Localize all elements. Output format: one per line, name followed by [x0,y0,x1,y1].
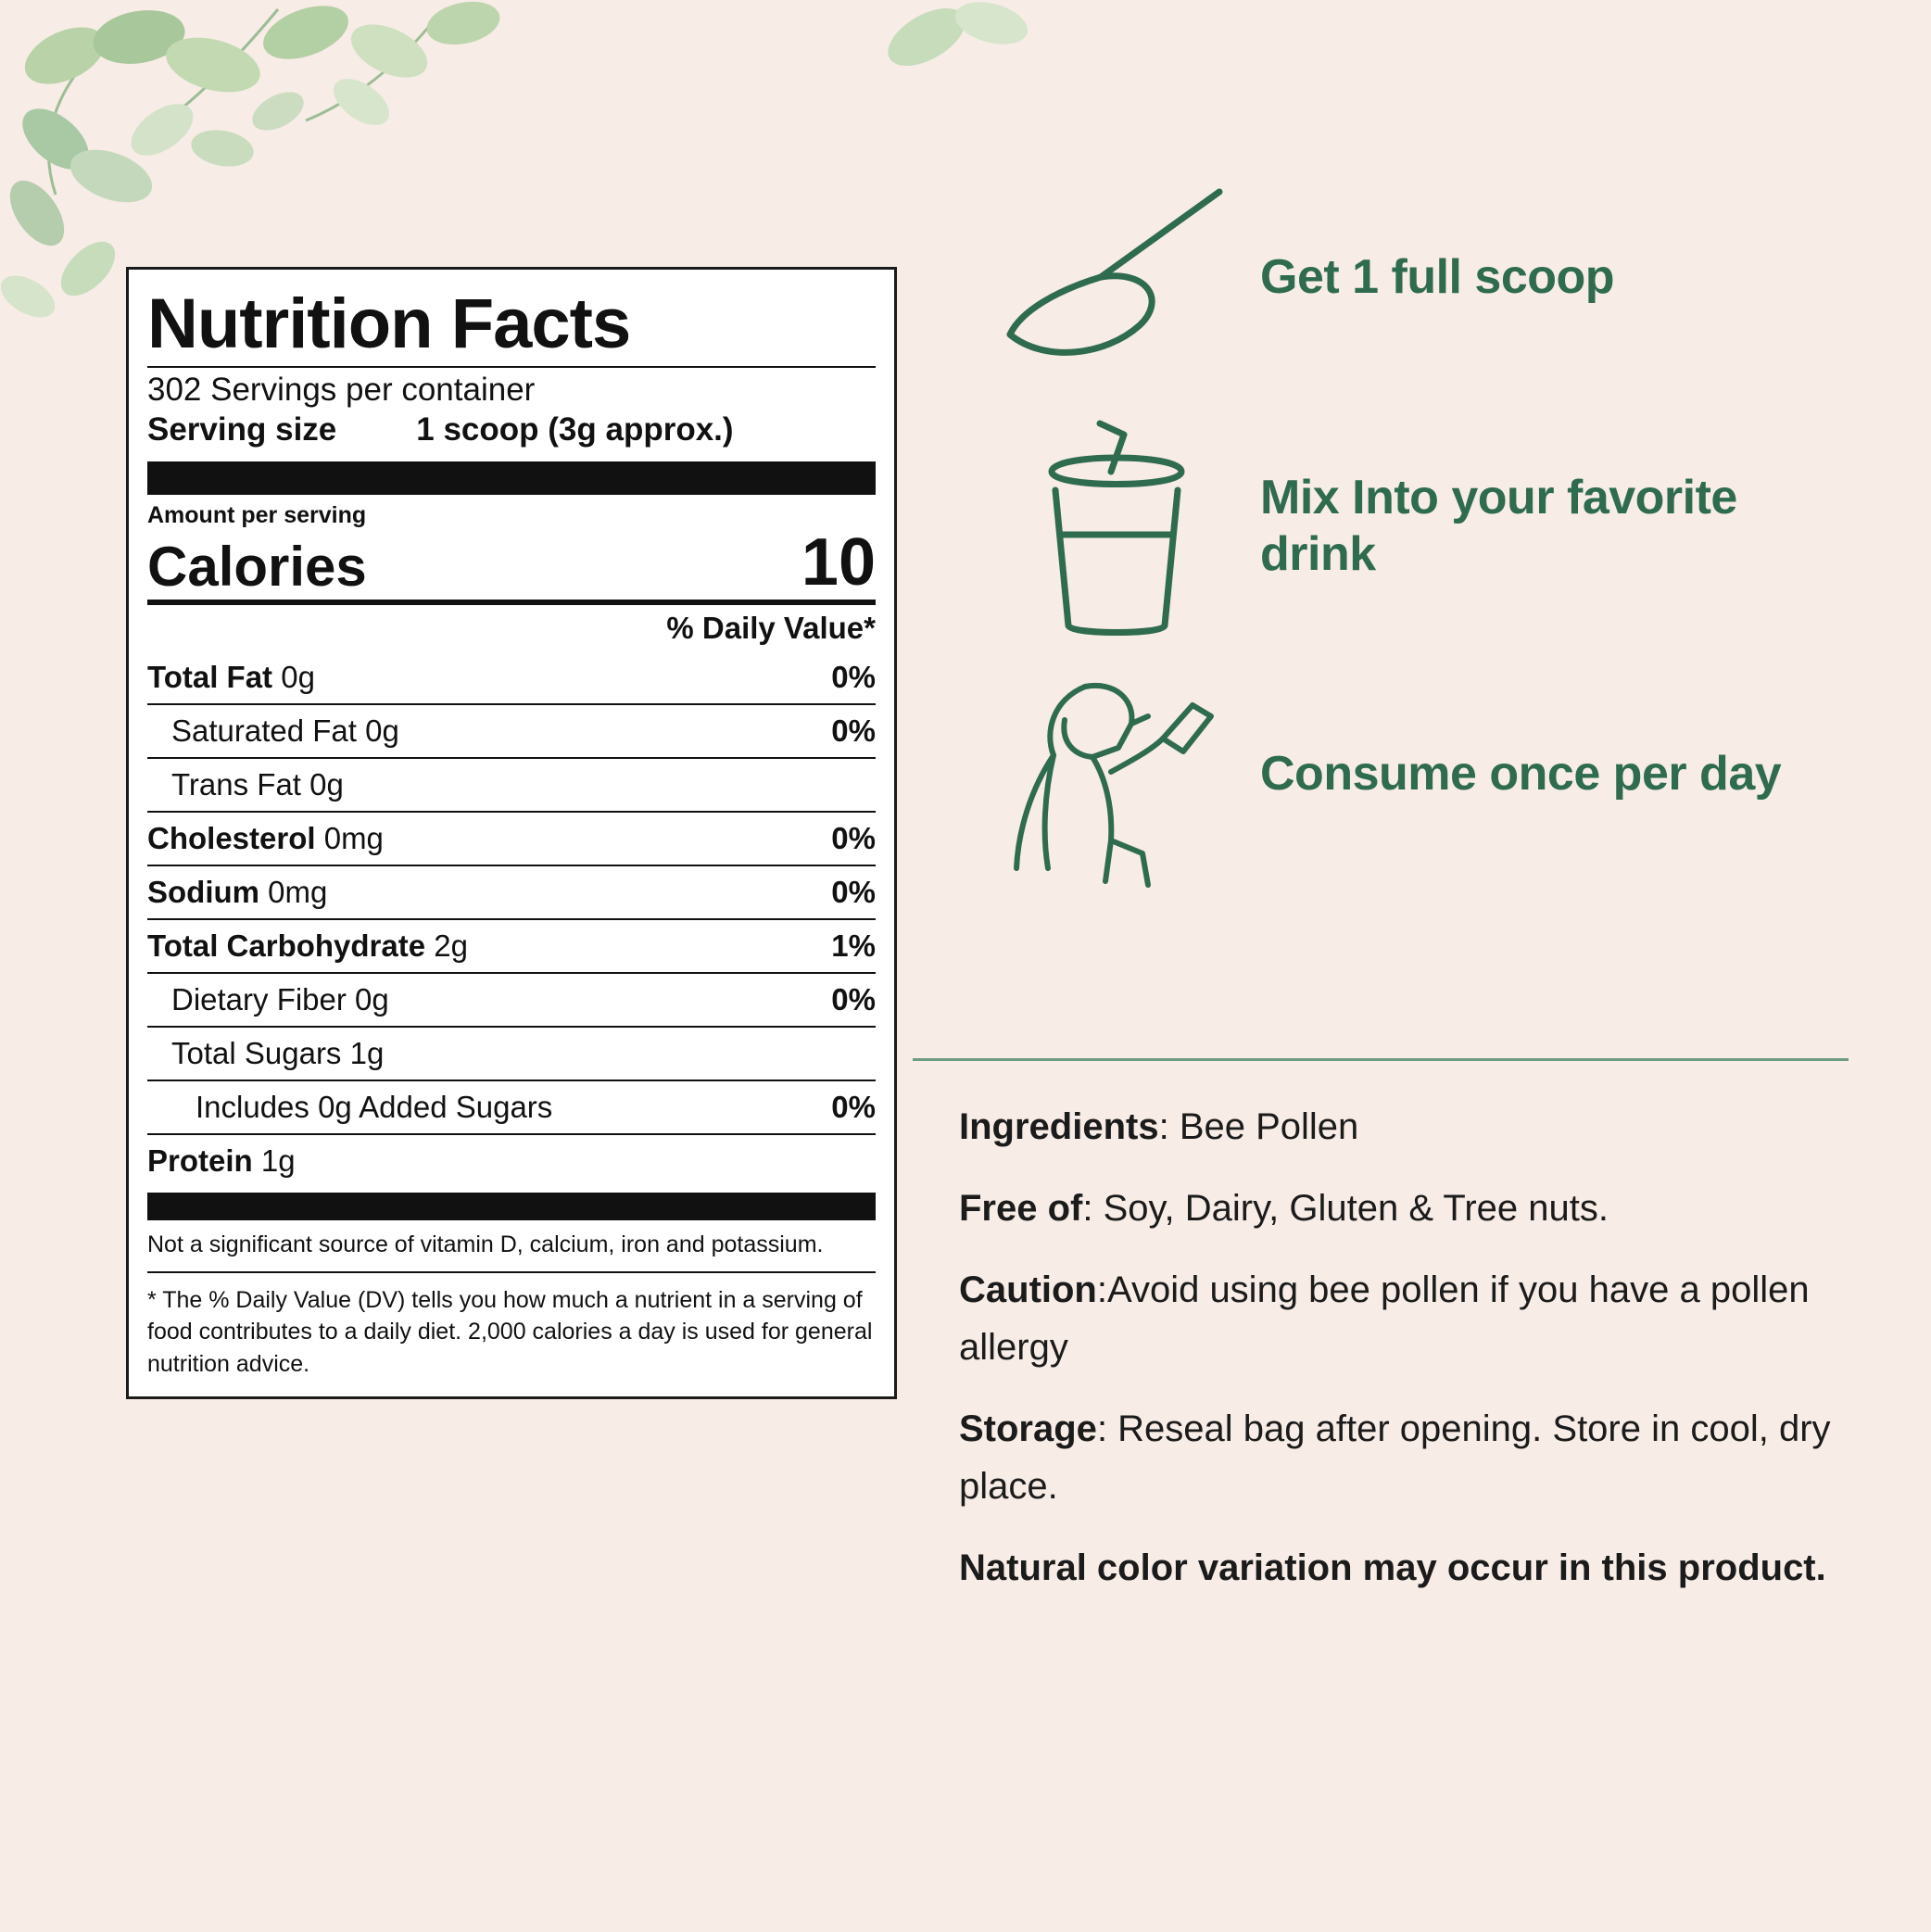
amount-per-serving-label: Amount per serving [147,502,367,529]
scoop-icon [982,167,1260,389]
nutrient-amount: 0g [300,767,344,802]
storage-label: Storage [959,1408,1097,1449]
calories-row [147,525,876,600]
serving-size-value: 1 scoop (3g approx.) [416,411,734,448]
nutrient-amount: 0g [356,713,399,749]
serving-size-label: Serving size [147,411,337,448]
ingredients-label: Ingredients [959,1106,1159,1147]
nutrient-name: Saturated Fat 0g [171,713,399,749]
divider-thick-bottom [147,1193,876,1220]
nutrient-table [147,651,876,1187]
color-variation-text: Natural color variation may occur in this product. [959,1547,1826,1588]
nutrient-row [147,811,876,865]
daily-value-header: % Daily Value* [666,611,876,646]
nutrient-row [147,918,876,972]
not-significant-source-note: Not a significant source of vitamin D, calcium, iron and potassium. [147,1231,824,1258]
nutrient-daily-value: 0% [831,660,876,695]
nutrient-name: Sodium 0mg [147,875,328,910]
nutrient-row [147,703,876,757]
step-label: Get 1 full scoop [1260,250,1615,305]
serving-size-row [147,410,876,454]
color-variation-note [959,1539,1876,1597]
caution-value: :Avoid using bee pollen if you have a pollen allergy [959,1269,1810,1368]
nutrient-name: Dietary Fiber 0g [171,982,389,1017]
nutrient-name: Trans Fat 0g [171,767,344,802]
nutrient-daily-value: 0% [831,1090,876,1125]
nutrition-facts-title: Nutrition Facts [147,284,631,363]
nutrient-row [147,1080,876,1133]
calories-value: 10 [801,525,876,600]
usage-steps [982,167,1853,912]
ingredients-line [959,1098,1876,1155]
nutrient-daily-value: 0% [831,982,876,1017]
nutrient-row [147,865,876,918]
calories-label: Calories [147,536,367,599]
nutrient-row [147,757,876,811]
nutrient-amount: 0mg [315,821,384,856]
storage-value: : Reseal bag after opening. Store in cool, dry place. [959,1408,1831,1507]
step-label: Consume once per day [1260,747,1782,802]
daily-value-footnote: * The % Daily Value (DV) tells you how much a nutrient in a serving of food contributes to a daily diet. 2,000 calories a day is used for general nutrition advice. [147,1271,876,1381]
free-of-line [959,1180,1876,1237]
storage-line [959,1400,1876,1515]
nutrient-amount: 0g [272,660,315,695]
cup-with-straw-icon [982,415,1260,638]
leaf-decoration-top-right [871,0,1056,120]
section-divider [913,1058,1849,1061]
step-consume-once-per-day [982,663,1853,886]
nutrient-row [147,651,876,703]
nutrient-daily-value: 1% [831,928,876,964]
nutrition-facts-panel [126,267,897,1399]
servings-per-container: 302 Servings per container [147,371,536,408]
nutrient-row [147,972,876,1026]
step-label: Mix Into your favorite drink [1260,470,1737,581]
free-of-value: : Soy, Dairy, Gluten & Tree nuts. [1082,1188,1609,1229]
nutrient-name: Includes 0g Added Sugars [196,1090,553,1125]
person-drinking-icon [982,663,1260,886]
nutrient-amount: 2g [425,928,468,964]
nutrient-name: Protein 1g [147,1143,296,1179]
nutrient-daily-value: 0% [831,713,876,749]
step-mix-into-drink [982,415,1853,638]
nutrient-daily-value: 0% [831,821,876,856]
step-get-scoop [982,167,1853,389]
nutrient-name: Total Sugars 1g [171,1036,385,1071]
caution-line [959,1261,1876,1376]
nutrient-amount: 1g [341,1036,385,1071]
nutrient-daily-value: 0% [831,875,876,910]
divider-thick-top [147,461,876,495]
free-of-label: Free of [959,1188,1083,1229]
nutrient-amount: 0mg [259,875,328,910]
product-info [959,1098,1876,1621]
ingredients-value: : Bee Pollen [1158,1106,1359,1147]
nutrient-name: Total Carbohydrate 2g [147,928,468,964]
nutrient-name: Cholesterol 0mg [147,821,384,856]
nutrient-amount: 1g [252,1143,296,1179]
nutrient-amount: 0g [346,982,389,1017]
nutrient-row [147,1026,876,1080]
caution-label: Caution [959,1269,1097,1310]
nutrient-name: Total Fat 0g [147,660,315,695]
nutrient-row [147,1133,876,1187]
